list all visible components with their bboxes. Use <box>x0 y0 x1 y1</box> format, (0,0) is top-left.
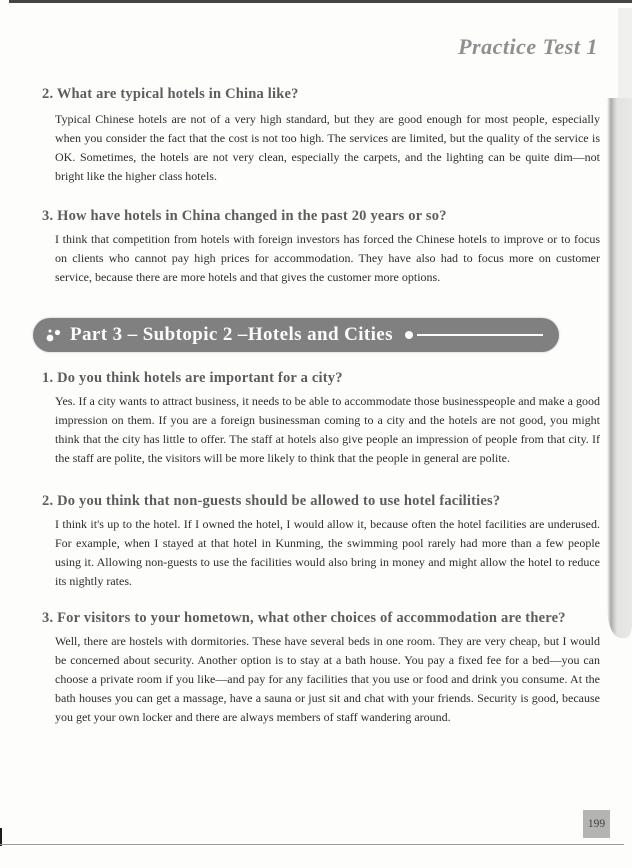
answer-paragraph: I think it's up to the hotel. If I owned the hotel, I would allow it, because often the hotel facilities are underused. For example, when I stayed at that hotel in Kunming, the swimming pool rarely had more than a few people using it. Allowing non-guests to use the facilities would also bring in money and might allow the hotel to reduce its nightly rates. <box>55 517 600 588</box>
page-edge-shadow-top <box>618 8 632 100</box>
banner-bullet-dot <box>405 331 413 339</box>
tri-dot-icon <box>45 328 62 343</box>
page-header-title: Practice Test 1 <box>458 34 598 59</box>
answer-paragraph: Yes. If a city wants to attract business, it needs to be able to accommodate those businesspeople and make a good impression on them. If you are a foreign businessman coming to a city and the hotels are not good, you might think that the city has little to offer. The staff at hotels also give people an impression of people from that city. If the staff are polite, the visitors will be more likely to think that the people in general are polite. <box>55 394 600 465</box>
top-rule-line <box>9 0 632 3</box>
page-number: 199 <box>587 818 606 830</box>
page-number-badge <box>583 810 610 838</box>
section-banner <box>33 318 559 352</box>
section-banner-title: Part 3 – Subtopic 2 –Hotels and Cities <box>70 324 393 345</box>
question-heading: 1. Do you think hotels are important for a city? <box>42 370 343 386</box>
answer-paragraph: Typical Chinese hotels are not of a very high standard, but they are good enough for most people, especially when you consider the fact that the cost is not too high. The services are limited, but the quality of the service is OK. Sometimes, the hotels are not very clean, especially the carpets, and the lighting can be quite dim—not bright like the higher class hotels. <box>55 112 600 183</box>
question-heading: 3. How have hotels in China changed in the past 20 years or so? <box>42 208 447 224</box>
bottom-rule-line <box>0 844 624 845</box>
question-heading: 3. For visitors to your hometown, what other choices of accommodation are there? <box>42 610 566 626</box>
banner-rule-line <box>417 334 543 336</box>
answer-paragraph: Well, there are hostels with dormitories. These have several beds in one room. They are very cheap, but I would be concerned about security. Another option is to stay at a bath house. You pay a fixed fee for a bed—you can choose a private room if you like—and pay for any facilities that you use or food and drink you consume. At the bath houses you can get a massage, have a sauna or just sit and chat with your friends. Security is good, because you get your own locker and there are always members of staff wandering around. <box>55 634 600 724</box>
answer-paragraph: I think that competition from hotels with foreign investors has forced the Chinese hotels to improve or to focus on clients who cannot pay high prices for accommodation. They have also had to focus more on customer service, because there are more hotels and that gives the customer more options. <box>55 232 600 284</box>
question-heading: 2. What are typical hotels in China like? <box>42 86 299 102</box>
question-heading: 2. Do you think that non-guests should be allowed to use hotel facilities? <box>42 493 501 509</box>
page-edge-shadow <box>607 98 632 638</box>
